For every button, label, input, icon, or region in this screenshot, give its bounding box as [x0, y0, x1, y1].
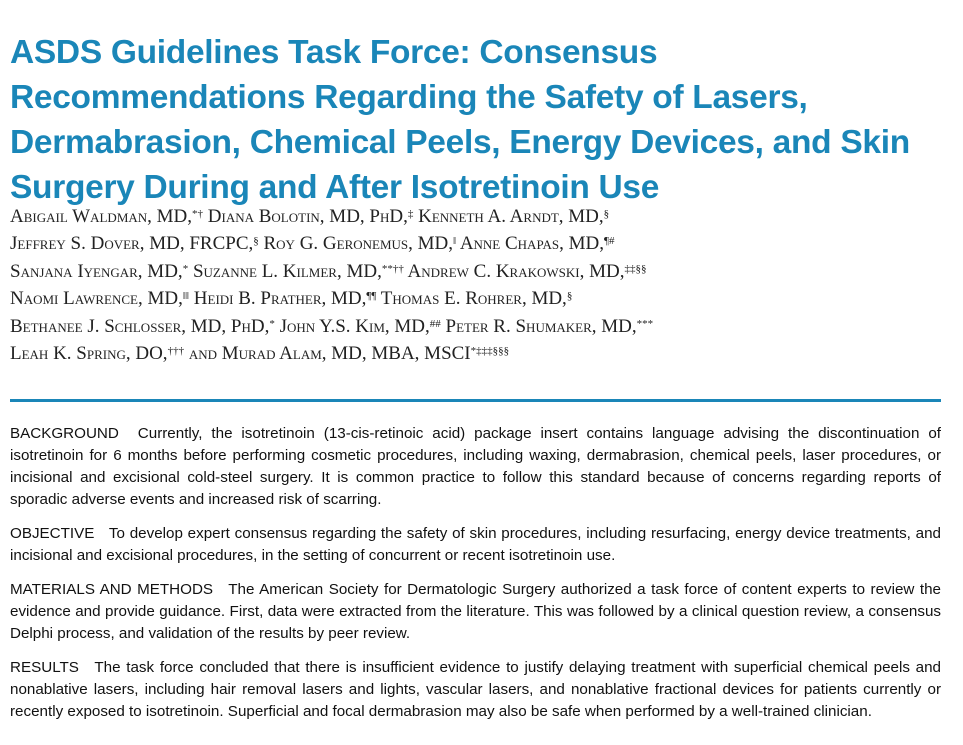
methods-text: The American Society for Dermatologic Surgery authorized a task force of content experts to review the evidence and provide guidance. First, data were extracted from the literature. This was followed by a clinical question review, a consensus Delphi process, and validation of the results by peer review. — [10, 581, 941, 642]
title-line: Dermabrasion, Chemical Peels, Energy Devices, and Skin — [10, 124, 910, 162]
author-affiliation-marks: ‖ — [453, 235, 457, 248]
author-affiliation-marks: **†† — [381, 262, 404, 275]
abstract — [10, 423, 941, 735]
title-line: Surgery During and After Isotretinoin Use — [10, 169, 660, 207]
methods-heading: MATERIALS AND METHODS — [10, 581, 214, 598]
author-affiliation-marks: * — [182, 262, 189, 275]
author-affiliation-marks: *** — [636, 317, 654, 330]
author-list — [10, 203, 955, 367]
background-heading: BACKGROUND — [10, 425, 119, 442]
author-line — [10, 258, 955, 285]
background-text: Currently, the isotretinoin (13-cis-retinoic acid) package insert contains language advising the discontinuation of isotretinoin for 6 months before performing cosmetic procedures, including waxing, dermabrasion, chemical peels, laser procedures, or incisional and excisional cold-steel surgery. It is common practice to follow this standard because of concerns regarding reports of sporadic adverse events and increased risk of scarring. — [10, 425, 941, 508]
author-name: Naomi Lawrence, MD, — [10, 288, 183, 310]
author-line — [10, 340, 955, 367]
author-name: Sanjana Iyengar, MD, — [10, 260, 183, 282]
abstract-background — [10, 423, 941, 511]
author-affiliation-marks: § — [253, 235, 259, 248]
article-title — [10, 30, 955, 210]
author-name: Diana Bolotin, MD, PhD, — [207, 206, 408, 227]
author-name: Suzanne L. Kilmer, MD, — [192, 260, 382, 282]
author-line — [10, 230, 955, 257]
author-name: John Y.S. Kim, MD, — [279, 315, 430, 337]
author-name: Thomas E. Rohrer, MD, — [380, 288, 567, 310]
author-line — [10, 313, 955, 340]
author-affiliation-marks: *‡‡‡§§§ — [470, 345, 510, 358]
results-heading: RESULTS — [10, 659, 79, 676]
author-name: Roy G. Geronemus, MD, — [263, 233, 454, 255]
author-line — [10, 285, 955, 312]
title-line: Recommendations Regarding the Safety of Lasers, — [10, 79, 808, 117]
author-affiliation-marks: ‡ — [407, 208, 414, 220]
author-name: Bethanee J. Schlosser, MD, PhD, — [10, 315, 270, 337]
author-name: Leah K. Spring, DO, — [10, 343, 168, 365]
author-affiliation-marks: ††† — [167, 345, 185, 358]
objective-text: To develop expert consensus regarding the safety of skin procedures, including resurfacing, energy device treatments, and incisional and excisional procedures, in the setting of concurrent or recent isotretinoin use. — [10, 525, 941, 564]
author-line — [10, 203, 955, 230]
author-affiliation-marks: * — [269, 317, 275, 330]
author-name: Jeffrey S. Dover, MD, FRCPC, — [10, 233, 254, 255]
author-affiliation-marks: § — [566, 290, 573, 303]
abstract-objective — [10, 523, 941, 567]
author-affiliation-marks: ¶¶ — [366, 290, 377, 303]
author-name: Peter R. Shumaker, MD, — [445, 315, 637, 337]
author-affiliation-marks: ‡‡§§ — [624, 262, 647, 275]
objective-heading: OBJECTIVE — [10, 525, 95, 542]
author-name: Anne Chapas, MD, — [459, 233, 604, 255]
abstract-results — [10, 657, 941, 723]
author-affiliation-marks: ## — [429, 317, 441, 330]
author-affiliation-marks: ‖‖ — [182, 290, 190, 303]
author-name: Andrew C. Krakowski, MD, — [407, 260, 625, 282]
results-text: The task force concluded that there is insufficient evidence to justify delaying treatment with superficial chemical peels and nonablative lasers, including hair removal lasers and lights, vascular lasers, and nonablative fractional devices for patients currently or recently exposed to isotretinoin. Superficial and focal dermabrasion may also be safe when performed by a well-trained clinician. — [10, 659, 941, 720]
title-line: ASDS Guidelines Task Force: Consensus — [10, 34, 658, 72]
abstract-methods — [10, 579, 941, 645]
author-name: and Murad Alam, MD, MBA, MSCI — [188, 343, 471, 365]
author-affiliation-marks: ¶# — [603, 235, 615, 248]
author-name: Kenneth A. Arndt, MD, — [418, 206, 604, 227]
abstract-divider — [10, 399, 941, 402]
author-affiliation-marks: § — [603, 208, 610, 220]
author-affiliation-marks: *† — [192, 208, 204, 220]
author-name: Heidi B. Prather, MD, — [193, 288, 367, 310]
author-name: Abigail Waldman, MD, — [10, 206, 193, 227]
